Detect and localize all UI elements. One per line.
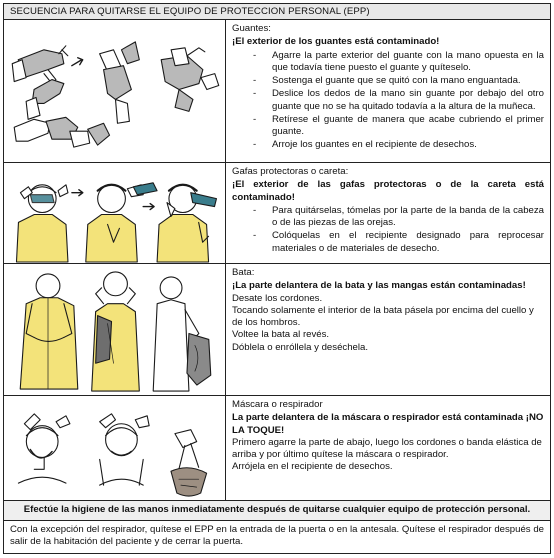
mask-text [226, 396, 550, 500]
goggles-text [226, 163, 550, 263]
gown-illustration [4, 264, 226, 395]
goggles-warning: ¡El exterior de las gafas protectoras o de la careta está contaminado! [232, 179, 544, 203]
goggles-heading: Gafas protectoras o careta: [232, 166, 349, 177]
gloves-text [226, 20, 550, 162]
list-item: - Colóquelas en el recipiente designado para reprocesar materiales o de materiales de desecho. [232, 230, 544, 255]
gown-heading: Bata: [232, 267, 255, 278]
gown-text [226, 264, 550, 395]
gloves-warning: ¡El exterior de los guantes está contaminado! [232, 36, 440, 48]
list-item: - Retírese el guante de manera que acabe cubriendo el primer guante. [232, 114, 544, 139]
section-goggles [3, 163, 551, 264]
gown-step: Desate los cordones. [232, 292, 323, 304]
gloves-illustration [4, 20, 226, 162]
page-title: SECUENCIA PARA QUITARSE EL EQUIPO DE PROTECCION PERSONAL (EPP) [3, 3, 551, 20]
section-gloves [3, 20, 551, 163]
goggles-removal-drawing [4, 163, 225, 263]
gown-step: Dóblela o enróllela y deséchela. [232, 341, 368, 353]
section-mask [3, 396, 551, 501]
mask-step: Primero agarre la parte de abajo, luego los cordones o banda elástica de arriba y por último quítese la máscara o respirador. [232, 436, 542, 461]
list-item: - Deslice los dedos de la mano sin guante por debajo del otro guante que no se ha quitado todavía a la altura de la muñeca. [232, 88, 544, 113]
list-item: - Sostenga el guante que se quitó con la mano enguantada. [232, 75, 544, 87]
glove-removal-drawing [4, 20, 225, 162]
mask-heading: Máscara o respirador [232, 399, 323, 410]
mask-removal-drawing [4, 396, 225, 500]
list-item: - Para quitárselas, tómelas por la parte de la banda de la cabeza o de las piezas de las orejas. [232, 205, 544, 230]
mask-step: Arrójela en el recipiente de desechos. [232, 461, 393, 473]
section-gown [3, 264, 551, 396]
gown-removal-drawing [4, 264, 225, 395]
mask-warning: La parte delantera de la máscara o respirador está contaminada ¡NO LA TOQUE! [232, 412, 544, 436]
epp-removal-sheet [3, 3, 551, 555]
list-item: - Agarre la parte exterior del guante con la mano opuesta en la que todavía tiene puesto el guante y quíteselo. [232, 50, 544, 75]
mask-illustration [4, 396, 226, 500]
hand-hygiene-note: Efectúe la higiene de las manos inmediatamente después de quitarse cualquier equipo de protección personal. [3, 501, 551, 521]
goggles-steps [232, 205, 544, 255]
goggles-illustration [4, 163, 226, 263]
location-note: Con la excepción del respirador, quítese el EPP en la entrada de la puerta o en la antesala. Quítese el respirador después de salir de la habitación del paciente y de cerrar la puerta. [3, 521, 551, 554]
gown-step: Voltee la bata al revés. [232, 329, 330, 341]
gown-warning: ¡La parte delantera de la bata y las mangas están contaminadas! [232, 280, 526, 292]
gloves-steps [232, 50, 544, 152]
list-item: - Arroje los guantes en el recipiente de desechos. [232, 139, 544, 151]
gloves-heading: Guantes: [232, 23, 271, 34]
gown-step: Tocando solamente el interior de la bata pásela por encima del cuello y de los hombros. [232, 304, 534, 329]
